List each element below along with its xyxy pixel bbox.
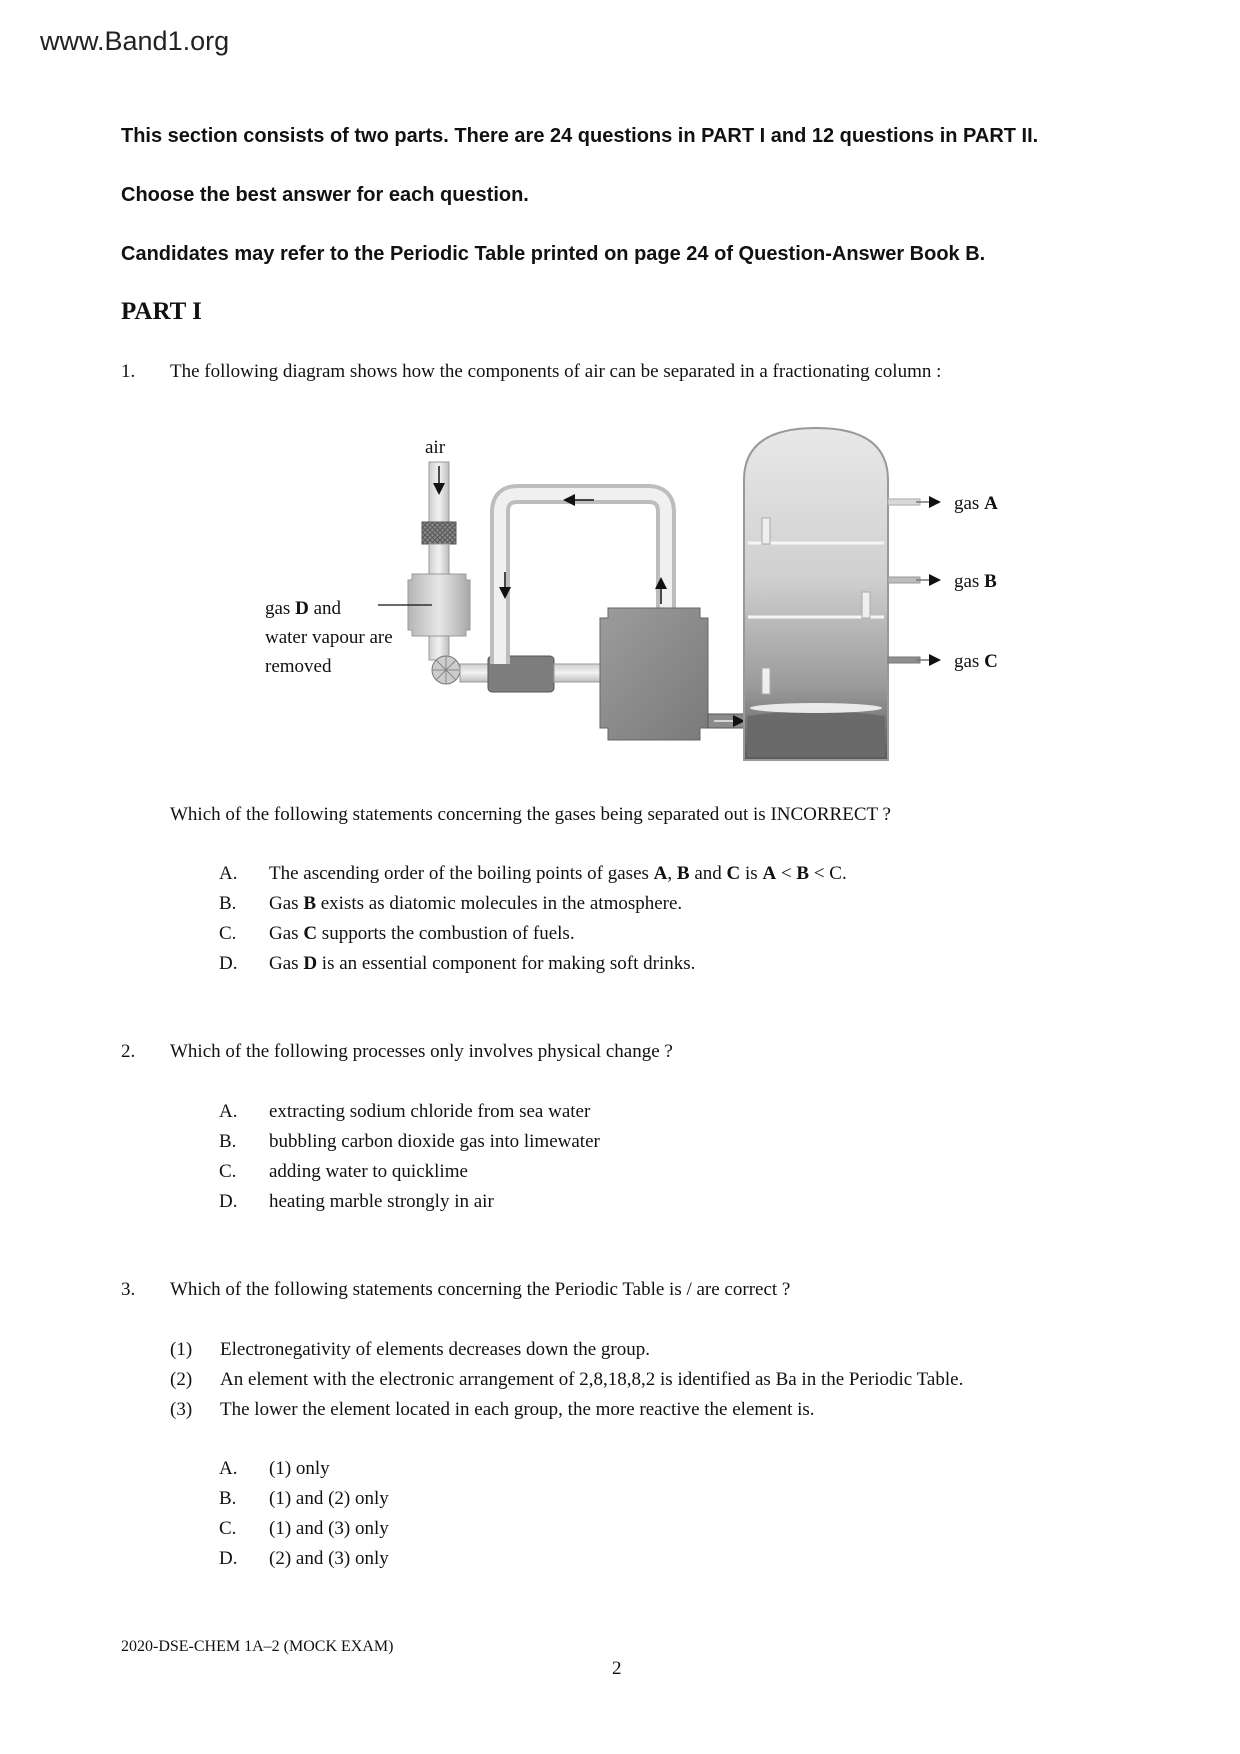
air-filter-mesh [422, 522, 456, 544]
q1-option-a-letter: A. [219, 863, 238, 884]
instruction-parts: This section consists of two parts. There are 24 questions in PART I and 12 questions in PART II. [121, 125, 1039, 147]
cooling-unit [600, 608, 708, 740]
air-pipe-lower [429, 544, 449, 574]
label-removed-line3: removed [265, 656, 332, 677]
q2-option-b-text: bubbling carbon dioxide gas into limewater [269, 1131, 600, 1152]
q3-option-a-letter: A. [219, 1458, 238, 1479]
q2-text: Which of the following processes only involves physical change ? [170, 1041, 673, 1062]
q2-option-b-letter: B. [219, 1131, 237, 1152]
q1-option-a-text: The ascending order of the boiling points of gases A, B and C is A < B < C. [269, 863, 847, 884]
label-removed-line1: gas D and [265, 598, 341, 619]
q3-text: Which of the following statements concerning the Periodic Table is / are correct ? [170, 1279, 791, 1300]
q2-option-d-text: heating marble strongly in air [269, 1191, 494, 1212]
q3-option-b-text: (1) and (2) only [269, 1488, 389, 1509]
q3-statement-2-text: An element with the electronic arrangement of 2,8,18,8,2 is identified as Ba in the Periodic Table. [220, 1369, 964, 1390]
part-heading: PART I [121, 298, 202, 325]
q1-option-d-letter: D. [219, 953, 238, 974]
q3-statement-2-number: (2) [170, 1369, 193, 1390]
label-removed-line2: water vapour are [265, 627, 393, 648]
label-gas-a: gas A [954, 493, 998, 514]
q3-option-b-letter: B. [219, 1488, 237, 1509]
q1-text: The following diagram shows how the components of air can be separated in a fractionating column : [170, 361, 942, 382]
q1-option-d-text: Gas D is an essential component for making soft drinks. [269, 953, 696, 974]
q3-option-d-text: (2) and (3) only [269, 1548, 389, 1569]
q2-option-a-text: extracting sodium chloride from sea water [269, 1101, 591, 1122]
q2-option-c-text: adding water to quicklime [269, 1161, 468, 1182]
q1-number: 1. [121, 361, 136, 382]
q3-statement-3-number: (3) [170, 1399, 193, 1420]
instruction-periodic-table: Candidates may refer to the Periodic Table printed on page 24 of Question-Answer Book B. [121, 243, 986, 265]
q1-option-b-text: Gas B exists as diatomic molecules in the atmosphere. [269, 893, 683, 914]
instruction-choose: Choose the best answer for each question. [121, 184, 529, 206]
q3-statement-3-text: The lower the element located in each group, the more reactive the element is. [220, 1399, 815, 1420]
label-gas-b: gas B [954, 571, 997, 592]
q1-prompt: Which of the following statements concerning the gases being separated out is INCORRECT ? [170, 804, 891, 825]
exam-footer: 2020-DSE-CHEM 1A–2 (MOCK EXAM) [121, 1638, 394, 1655]
q3-number: 3. [121, 1279, 136, 1300]
q3-option-d-letter: D. [219, 1548, 238, 1569]
label-gas-c: gas C [954, 651, 998, 672]
q2-option-a-letter: A. [219, 1101, 238, 1122]
q3-option-c-text: (1) and (3) only [269, 1518, 389, 1539]
q3-statement-1-text: Electronegativity of elements decreases down the group. [220, 1339, 650, 1360]
watermark: www.Band1.org [40, 26, 230, 56]
q1-option-b-letter: B. [219, 893, 237, 914]
q3-option-c-letter: C. [219, 1518, 237, 1539]
q1-option-c-text: Gas C supports the combustion of fuels. [269, 923, 575, 944]
q3-statement-1-number: (1) [170, 1339, 193, 1360]
liquid-air [747, 711, 885, 757]
q2-number: 2. [121, 1041, 136, 1062]
q1-option-c-letter: C. [219, 923, 237, 944]
q2-option-c-letter: C. [219, 1161, 237, 1182]
q2-option-d-letter: D. [219, 1191, 238, 1212]
q3-option-a-text: (1) only [269, 1458, 330, 1479]
page-number: 2 [612, 1658, 622, 1679]
label-air: air [425, 437, 446, 458]
